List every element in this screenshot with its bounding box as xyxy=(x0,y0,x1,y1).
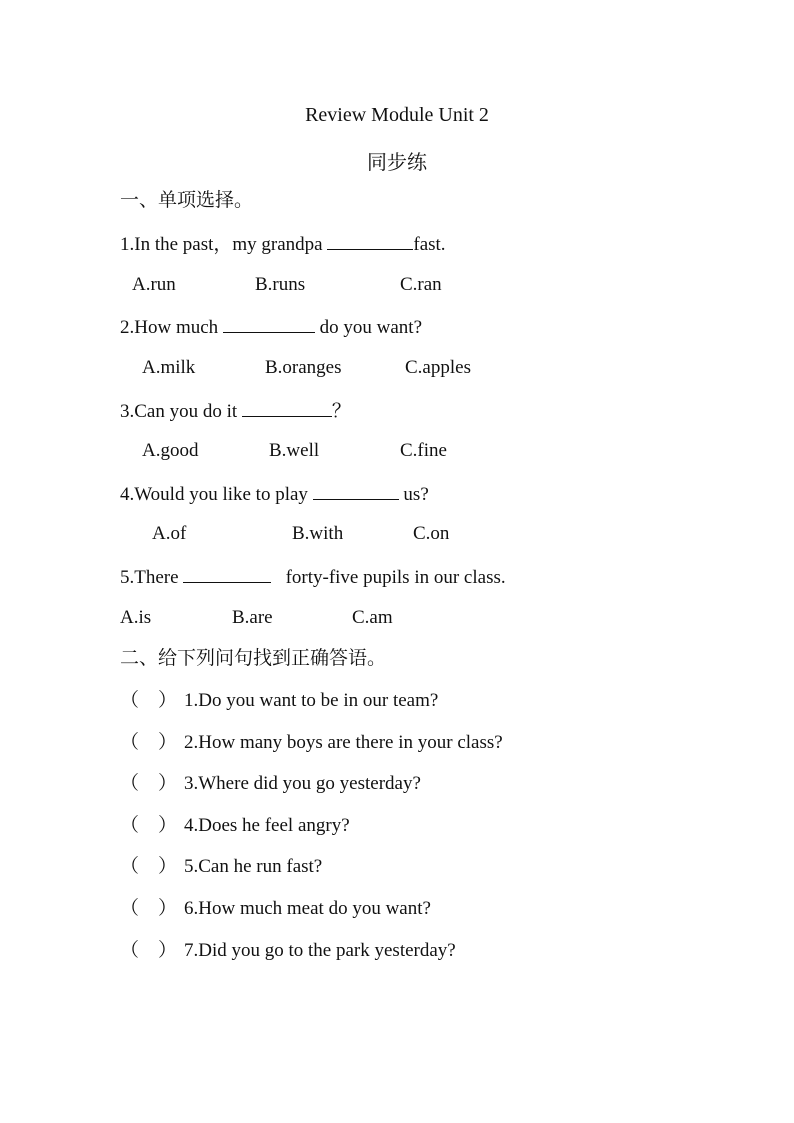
section1-heading: 一、单项选择。 xyxy=(120,190,254,211)
question-3 xyxy=(120,398,351,424)
answer-paren-open[interactable]: （ xyxy=(120,732,140,753)
section2-heading: 二、给下列问句找到正确答语。 xyxy=(120,648,387,669)
option-c: C.on xyxy=(413,523,450,544)
question-text: ？ xyxy=(331,401,351,422)
question-text: forty-five pupils in our class. xyxy=(271,567,506,588)
worksheet-title: Review Module Unit 2 xyxy=(305,104,489,126)
option-b: B.runs xyxy=(255,274,306,295)
answer-paren-open[interactable]: （ xyxy=(120,815,140,836)
question-5 xyxy=(120,564,506,590)
option-a: A.is xyxy=(120,607,152,628)
question-text: 5.There xyxy=(120,567,184,588)
answer-blank[interactable] xyxy=(223,314,315,333)
question-text: do you want? xyxy=(314,317,423,338)
list-item: 3.Where did you go yesterday? xyxy=(184,773,421,794)
option-a: A.of xyxy=(152,523,187,544)
question-2 xyxy=(120,314,422,340)
answer-paren-open[interactable]: （ xyxy=(120,690,140,711)
question-text: 4.Would you like to play xyxy=(120,484,313,505)
list-item: 2.How many boys are there in your class? xyxy=(184,732,503,753)
list-item: 6.How much meat do you want? xyxy=(184,898,431,919)
question-text: us? xyxy=(398,484,429,505)
question-4 xyxy=(120,481,429,507)
answer-paren-open[interactable]: （ xyxy=(120,898,140,919)
answer-paren-close: ） xyxy=(158,898,178,919)
question-text: fast. xyxy=(413,234,446,255)
list-item: 5.Can he run fast? xyxy=(184,856,323,877)
option-b: B.oranges xyxy=(265,357,342,378)
answer-paren-close: ） xyxy=(158,773,178,794)
answer-paren-close: ） xyxy=(158,856,178,877)
option-c: C.ran xyxy=(400,274,442,295)
answer-blank[interactable] xyxy=(183,564,271,583)
answer-blank[interactable] xyxy=(313,481,399,500)
option-b: B.are xyxy=(232,607,273,628)
list-item: 1.Do you want to be in our team? xyxy=(184,690,439,711)
worksheet-subtitle: 同步练 xyxy=(367,152,427,174)
answer-blank[interactable] xyxy=(327,231,413,250)
answer-paren-close: ） xyxy=(158,940,178,961)
option-a: A.good xyxy=(142,440,199,461)
option-c: C.apples xyxy=(405,357,471,378)
list-item: 4.Does he feel angry? xyxy=(184,815,350,836)
answer-paren-open[interactable]: （ xyxy=(120,856,140,877)
question-1 xyxy=(120,231,446,257)
option-a: A.milk xyxy=(142,357,196,378)
answer-paren-close: ） xyxy=(158,690,178,711)
answer-paren-close: ） xyxy=(158,815,178,836)
option-b: B.with xyxy=(292,523,344,544)
list-item: 7.Did you go to the park yesterday? xyxy=(184,940,456,961)
answer-blank[interactable] xyxy=(242,398,332,417)
answer-paren-close: ） xyxy=(158,732,178,753)
option-c: C.fine xyxy=(400,440,447,461)
option-c: C.am xyxy=(352,607,393,628)
question-text: 1.In the past，my grandpa xyxy=(120,234,328,255)
option-b: B.well xyxy=(269,440,320,461)
answer-paren-open[interactable]: （ xyxy=(120,773,140,794)
question-text: 3.Can you do it xyxy=(120,401,242,422)
question-text: 2.How much xyxy=(120,317,223,338)
option-a: A.run xyxy=(132,274,176,295)
answer-paren-open[interactable]: （ xyxy=(120,940,140,961)
